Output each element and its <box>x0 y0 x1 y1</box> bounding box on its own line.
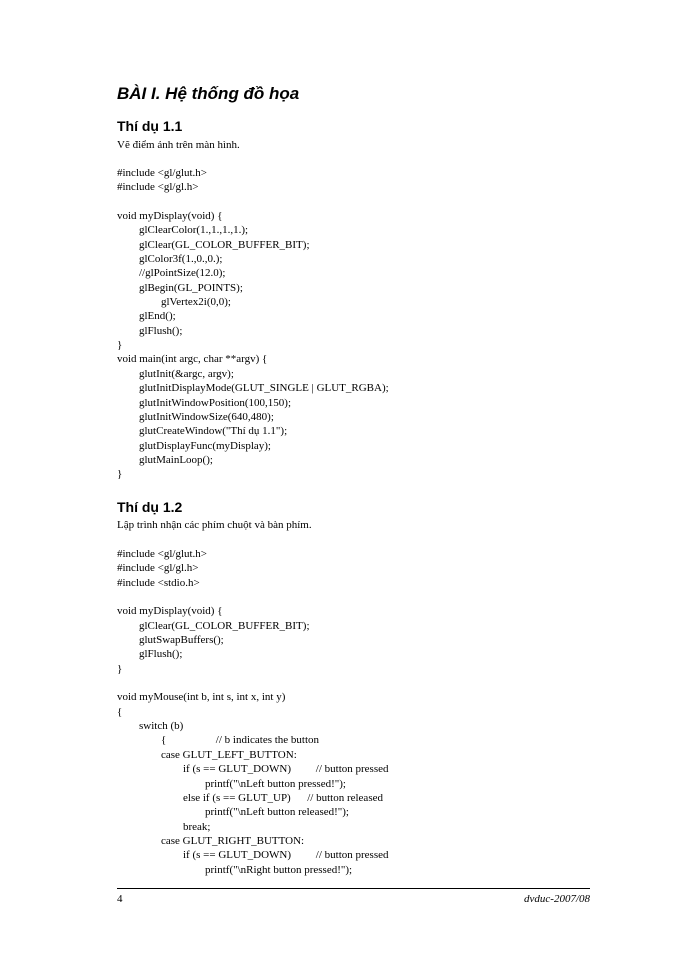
section-heading: Thí dụ 1.2 <box>117 499 183 515</box>
code-line: case GLUT_RIGHT_BUTTON: <box>117 834 305 847</box>
code-line: glutInit(&argc, argv); <box>117 367 234 380</box>
code-line: if (s == GLUT_DOWN) // button pressed <box>117 763 389 776</box>
code-line: } <box>117 339 123 352</box>
code-line: #include <gl/glut.h> <box>117 167 208 179</box>
code-line: //glPointSize(12.0); <box>117 267 226 280</box>
section-heading: Thí dụ 1.1 <box>117 118 183 134</box>
code-line: void myMouse(int b, int s, int x, int y) <box>117 691 286 704</box>
page-number: 4 <box>117 893 123 905</box>
code-line: glutInitWindowSize(640,480); <box>117 410 274 423</box>
code-line: } <box>117 468 123 481</box>
code-line: glFlush(); <box>117 648 183 661</box>
code-line: glutInitDisplayMode(GLUT_SINGLE | GLUT_RGBA); <box>117 382 389 395</box>
code-line: { // b indicates the button <box>117 734 320 747</box>
code-line: glClear(GL_COLOR_BUFFER_BIT); <box>117 238 310 251</box>
code-line <box>117 676 637 690</box>
code-line: printf("\nLeft button pressed!"); <box>117 777 346 790</box>
code-line: #include <gl/gl.h> <box>117 181 199 194</box>
code-line: break; <box>117 820 211 833</box>
section-description: Lập trình nhận các phím chuột và bàn phím. <box>117 519 312 531</box>
code-line: void myDisplay(void) { <box>117 605 223 618</box>
code-line: #include <gl/gl.h> <box>117 562 199 575</box>
code-line: glClearColor(1.,1.,1.,1.); <box>117 224 249 237</box>
code-line: switch (b) <box>117 720 184 733</box>
code-line: void myDisplay(void) { <box>117 210 223 223</box>
code-block <box>117 547 637 877</box>
code-line: glBegin(GL_POINTS); <box>117 281 243 294</box>
code-line: #include <gl/glut.h> <box>117 548 208 560</box>
code-line: } <box>117 662 123 675</box>
code-line: printf("\nLeft button released!"); <box>117 806 349 819</box>
footer-rule <box>117 888 590 889</box>
code-line: glutDisplayFunc(myDisplay); <box>117 439 271 452</box>
code-line: glutMainLoop(); <box>117 453 213 466</box>
code-line <box>117 195 637 209</box>
code-line: glEnd(); <box>117 310 176 323</box>
code-line: glColor3f(1.,0.,0.); <box>117 253 223 266</box>
section-description: Vẽ điểm ảnh trên màn hình. <box>117 139 240 151</box>
code-line <box>117 590 637 604</box>
code-line: glutSwapBuffers(); <box>117 634 224 647</box>
code-line: #include <stdio.h> <box>117 576 200 589</box>
code-line: glutCreateWindow("Thí dụ 1.1"); <box>117 425 288 438</box>
code-line: else if (s == GLUT_UP) // button released <box>117 791 383 804</box>
code-line: case GLUT_LEFT_BUTTON: <box>117 748 297 761</box>
code-line: { <box>117 705 123 718</box>
code-line: printf("\nRight button pressed!"); <box>117 863 353 876</box>
footer-text: dvduc-2007/08 <box>524 893 590 905</box>
code-line: if (s == GLUT_DOWN) // button pressed <box>117 849 389 862</box>
page-title: BÀI I. Hệ thống đồ họa <box>117 84 300 103</box>
code-block <box>117 166 637 482</box>
code-line: glVertex2i(0,0); <box>117 296 231 309</box>
code-line: glutInitWindowPosition(100,150); <box>117 396 292 409</box>
code-line: glClear(GL_COLOR_BUFFER_BIT); <box>117 619 310 632</box>
code-line: glFlush(); <box>117 324 183 337</box>
code-line: void main(int argc, char **argv) { <box>117 353 268 366</box>
